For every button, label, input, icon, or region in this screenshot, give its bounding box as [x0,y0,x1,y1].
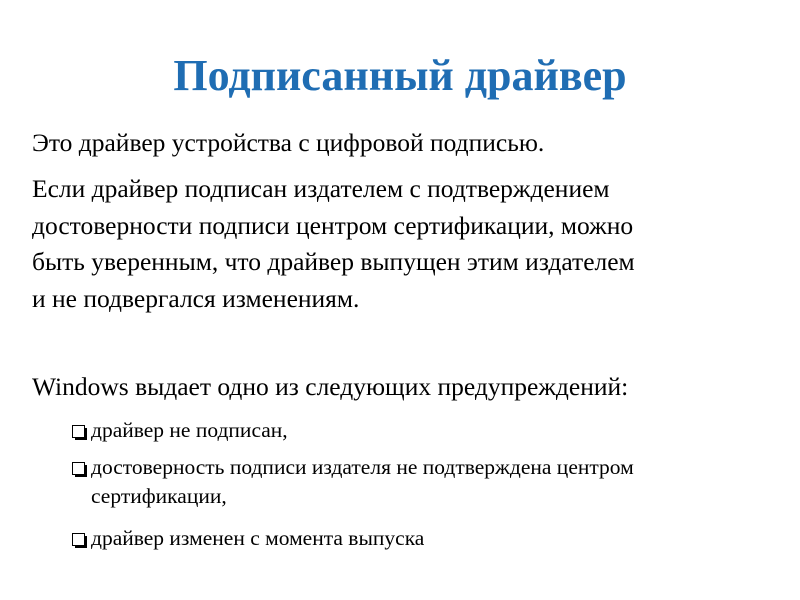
checkbox-icon [72,462,85,475]
bullet-item [72,416,288,445]
paragraph-line: быть уверенным, что драйвер выпущен этим издателем [32,247,635,276]
bullet-line: драйвер не подписан, [91,418,288,442]
bullet-line: драйвер изменен с момента выпуска [91,526,425,550]
bullet-text [91,524,424,553]
bullet-text [91,416,288,445]
checkbox-icon [72,425,85,438]
slide-title: Подписанный драйвер [173,51,627,100]
bullet-text [91,453,634,511]
paragraph-definition: Это драйвер устройства с цифровой подписью. [32,128,545,157]
paragraph-line: достоверности подписи центром сертификации, можно [32,210,634,240]
bullet-line: сертификации, [91,484,227,508]
checkbox-icon [72,533,85,546]
bullet-item [72,453,634,511]
bullet-line: достоверность подписи издателя не подтверждена центром [91,455,634,479]
paragraph-warnings-intro: Windows выдает одно из следующих предупреждений: [32,372,629,401]
paragraph-line: Если драйвер подписан издателем с подтверждением [32,174,610,203]
paragraph-line: и не подвергался изменениям. [32,283,360,313]
paragraph-explanation [32,171,782,317]
bullet-item [72,524,424,553]
